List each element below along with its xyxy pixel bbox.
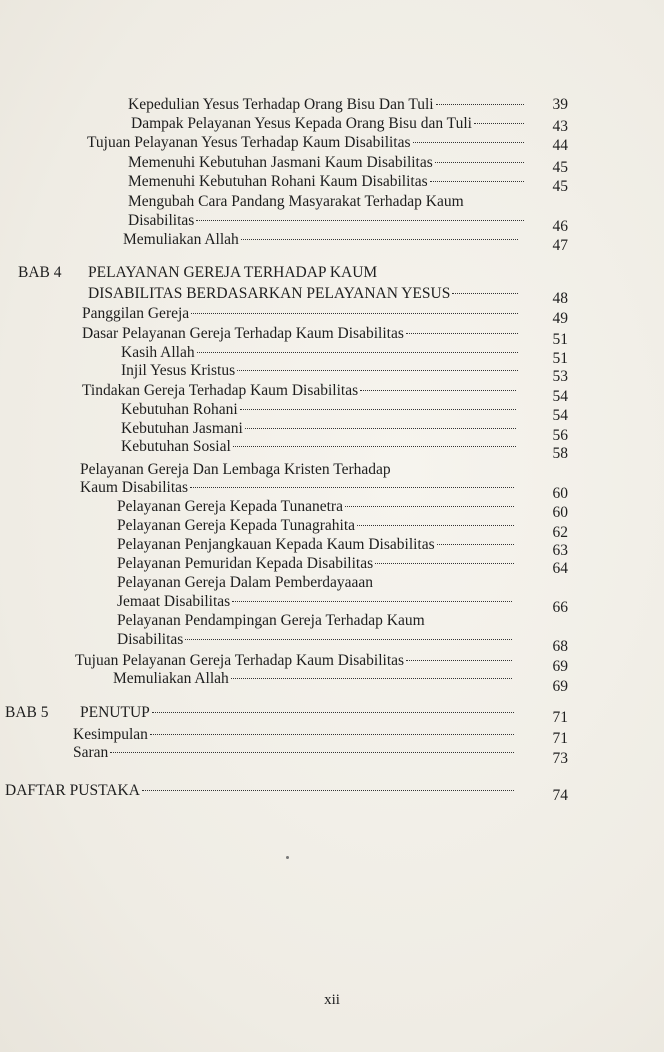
toc-entry-title: Kesimpulan — [73, 726, 148, 743]
dot-leader — [357, 525, 514, 526]
toc-entry-title: Memuliakan Allah — [113, 670, 229, 687]
toc-entry-title: Kebutuhan Sosial — [121, 438, 231, 455]
toc-entry — [0, 461, 664, 479]
dot-leader — [406, 660, 512, 661]
toc-entry — [0, 264, 664, 282]
toc-entry — [0, 325, 664, 348]
dot-leader — [197, 352, 518, 353]
dot-leader — [435, 162, 524, 163]
dot-leader — [430, 181, 524, 182]
toc-entry-title: Kaum Disabilitas — [80, 479, 189, 496]
toc-entry — [0, 574, 664, 592]
toc-entry — [0, 231, 664, 254]
toc-entry — [0, 115, 664, 133]
dot-leader — [345, 506, 514, 507]
toc-entry-title: Disabilitas — [117, 631, 184, 648]
dot-leader — [191, 313, 518, 314]
dot-leader — [142, 790, 514, 791]
toc-entry-title: Pelayanan Gereja Dan Lembaga Kristen Terhadap — [80, 461, 391, 478]
dot-leader — [360, 390, 516, 391]
toc-entry — [0, 631, 664, 655]
toc-entry-title: DAFTAR PUSTAKA — [5, 782, 140, 799]
toc-page-number: 53 — [552, 368, 568, 385]
toc-entry-title: Tindakan Gereja Terhadap Kaum Disabilitas — [82, 382, 359, 399]
toc-entry-title: Tujuan Pelayanan Yesus Terhadap Kaum Disabilitas — [87, 134, 411, 151]
toc-entry — [0, 612, 664, 630]
toc-entry-title: Pelayanan Pemuridan Kepada Disabilitas — [117, 555, 374, 572]
toc-entry — [0, 726, 664, 747]
toc-entry-title: Jemaat Disabilitas — [117, 593, 231, 610]
dot-leader — [437, 544, 514, 545]
toc-entry-title: Pelayanan Gereja Kepada Tunagrahita — [117, 517, 356, 534]
toc-entry-title: DISABILITAS BERDASARKAN PELAYANAN YESUS — [88, 285, 451, 302]
toc-entry — [0, 285, 664, 307]
toc-entry-title: Kebutuhan Jasmani — [121, 420, 243, 437]
toc-entry — [0, 782, 664, 804]
toc-page-number: 64 — [552, 560, 568, 577]
toc-entry — [0, 134, 664, 152]
toc-page-number: 71 — [552, 709, 568, 726]
toc-page-number: 39 — [552, 96, 568, 113]
toc-entry-title: Mengubah Cara Pandang Masyarakat Terhadap Kaum — [128, 193, 464, 210]
chapter-label: BAB 4 — [18, 264, 62, 281]
dot-leader — [231, 678, 512, 679]
toc-page-number: 46 — [552, 218, 568, 235]
toc-entry — [0, 401, 664, 424]
toc-entry-title: Disabilitas — [128, 212, 195, 229]
toc-entry — [0, 382, 664, 405]
toc-entry — [0, 536, 664, 559]
dot-leader — [452, 293, 518, 294]
toc-entry — [0, 96, 664, 114]
toc-page-number: 44 — [552, 137, 568, 154]
toc-page-number: 69 — [552, 678, 568, 695]
toc-entry — [0, 517, 664, 541]
toc-entry-title: Memenuhi Kebutuhan Rohani Kaum Disabilitas — [128, 173, 428, 190]
dot-leader — [232, 601, 512, 602]
toc-entry-title: PENUTUP — [80, 704, 150, 721]
toc-page-number: 47 — [552, 237, 568, 254]
toc-entry — [0, 479, 664, 502]
toc-entry — [0, 593, 664, 616]
toc-page-number: 74 — [552, 787, 568, 804]
toc-page-number: 54 — [552, 407, 568, 424]
toc-entry-title: Pelayanan Gereja Kepada Tunanetra — [117, 498, 343, 515]
toc-page-number: 48 — [552, 290, 568, 307]
toc-entry-title: Tujuan Pelayanan Gereja Terhadap Kaum Disabilitas — [75, 652, 405, 669]
toc-entry-title: Pelayanan Pendampingan Gereja Terhadap Kaum — [117, 612, 425, 629]
toc-entry-title: Pelayanan Gereja Dalam Pemberdayaaan — [117, 574, 374, 591]
toc-page-number: 60 — [552, 504, 568, 521]
toc-page-number: 51 — [552, 331, 568, 348]
dot-leader — [436, 104, 524, 105]
dot-leader — [474, 123, 524, 124]
toc-entry — [0, 670, 664, 695]
toc-page-number: 66 — [552, 599, 568, 616]
toc-entry-title: Dampak Pelayanan Yesus Kepada Orang Bisu dan Tuli — [131, 115, 472, 132]
toc-page-number: 58 — [552, 445, 568, 462]
page-number: xii — [324, 992, 340, 1008]
toc-entry — [0, 555, 664, 577]
toc-page-number: 60 — [552, 485, 568, 502]
toc-entry — [0, 704, 664, 726]
toc-page-number: 68 — [552, 638, 568, 655]
dot-leader — [110, 752, 514, 753]
toc-entry — [0, 438, 664, 462]
toc-page-number: 73 — [552, 750, 568, 767]
chapter-label: BAB 5 — [5, 704, 49, 721]
toc-entry-title: PELAYANAN GEREJA TERHADAP KAUM — [88, 264, 378, 281]
toc-entry-title: Kepedulian Yesus Terhadap Orang Bisu Dan Tuli — [128, 96, 434, 113]
paper-speck — [286, 856, 289, 859]
dot-leader — [237, 370, 518, 371]
toc-page-number: 69 — [552, 658, 568, 675]
toc-entry — [0, 305, 664, 327]
toc-page-number: 51 — [552, 350, 568, 367]
toc-entry-title: Panggilan Gereja — [82, 305, 190, 322]
toc-page-number: 45 — [552, 178, 568, 195]
toc-entry — [0, 744, 664, 767]
dot-leader — [196, 220, 524, 221]
toc-page-number: 49 — [552, 310, 568, 327]
toc-page-number: 62 — [552, 524, 568, 541]
toc-entry — [0, 193, 664, 211]
dot-leader — [152, 712, 514, 713]
toc-entry — [0, 498, 664, 521]
toc-page-number: 63 — [552, 542, 568, 559]
toc-entry-title: Memenuhi Kebutuhan Jasmani Kaum Disabilitas — [128, 154, 433, 171]
toc-entry — [0, 652, 664, 675]
dot-leader — [245, 428, 516, 429]
toc-entry-title: Memuliakan Allah — [123, 231, 239, 248]
toc-entry — [0, 362, 664, 385]
dot-leader — [233, 446, 516, 447]
toc-entry-title: Saran — [73, 744, 109, 761]
toc-entry-title: Injil Yesus Kristus — [121, 362, 236, 379]
toc-page-number: 56 — [552, 427, 568, 444]
dot-leader — [413, 142, 524, 143]
toc-entry — [0, 420, 664, 444]
dot-leader — [241, 239, 518, 240]
toc-entry-title: Kebutuhan Rohani — [121, 401, 238, 418]
toc-page-number: 45 — [552, 159, 568, 176]
toc-entry — [0, 173, 664, 195]
dot-leader — [190, 487, 514, 488]
toc-page-number: 43 — [552, 118, 568, 135]
toc-entry-title: Dasar Pelayanan Gereja Terhadap Kaum Disabilitas — [82, 325, 404, 342]
toc-page-number: 71 — [552, 730, 568, 747]
toc-entry — [0, 344, 664, 367]
toc-entry — [0, 154, 664, 176]
dot-leader — [375, 563, 514, 564]
dot-leader — [150, 734, 514, 735]
toc-entry — [0, 212, 664, 235]
dot-leader — [240, 409, 516, 410]
toc-entry-title: Kasih Allah — [121, 344, 195, 361]
dot-leader — [406, 333, 518, 334]
dot-leader — [185, 639, 512, 640]
toc-page-number: 54 — [552, 388, 568, 405]
toc-entry-title: Pelayanan Penjangkauan Kepada Kaum Disabilitas — [117, 536, 435, 553]
